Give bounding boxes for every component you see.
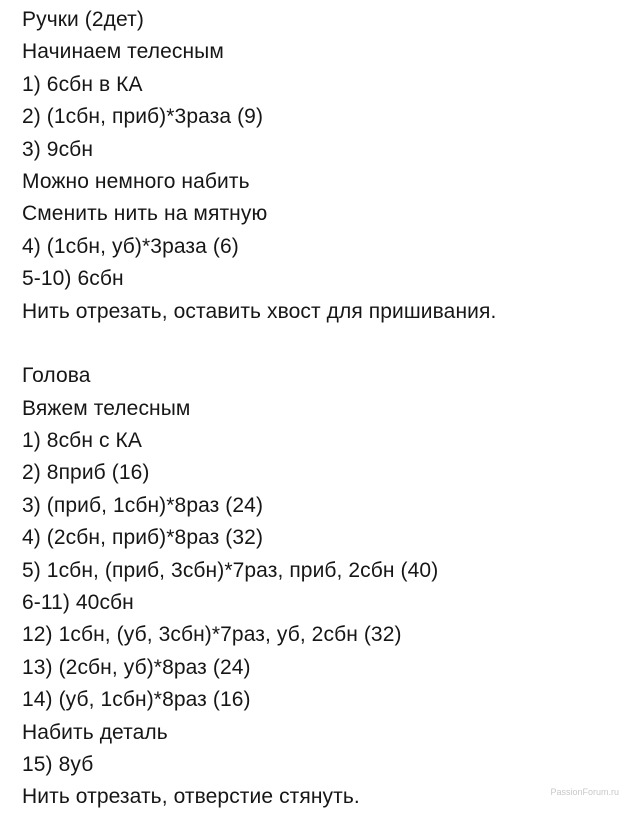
text-line: 5) 1сбн, (приб, 3сбн)*7раз, приб, 2сбн (40) bbox=[22, 558, 439, 582]
watermark: PassionForum.ru bbox=[550, 787, 619, 797]
text-line: 1) 6сбн в КА bbox=[22, 72, 143, 96]
text-line: Нить отрезать, оставить хвост для пришивания. bbox=[22, 299, 497, 323]
section-title-handles: Ручки (2дет) bbox=[22, 8, 144, 31]
text-line: Набить деталь bbox=[22, 720, 168, 744]
text-line: 3) 9сбн bbox=[22, 137, 94, 161]
text-line: Нить отрезать, отверстие стянуть. bbox=[22, 785, 360, 809]
text-line: 1) 8сбн с КА bbox=[22, 429, 142, 453]
text-line: 2) (1сбн, приб)*3раза (9) bbox=[22, 105, 264, 129]
section-title-head: Голова bbox=[22, 364, 91, 388]
blank-line bbox=[22, 328, 612, 360]
text-line: 6-11) 40сбн bbox=[22, 591, 134, 615]
text-line: Начинаем телесным bbox=[22, 40, 224, 64]
text-line: Сменить нить на мятную bbox=[22, 202, 268, 226]
text-line: 3) (приб, 1сбн)*8раз (24) bbox=[22, 493, 264, 517]
text-line: Можно немного набить bbox=[22, 169, 250, 193]
text-line: 2) 8приб (16) bbox=[22, 461, 150, 485]
text-line: Вяжем телесным bbox=[22, 396, 191, 420]
text-line: 14) (уб, 1сбн)*8раз (16) bbox=[22, 688, 251, 712]
text-line: 4) (2сбн, приб)*8раз (32) bbox=[22, 526, 264, 550]
text-line: 5-10) 6сбн bbox=[22, 267, 124, 291]
pattern-text bbox=[22, 4, 612, 814]
text-line: 13) (2сбн, уб)*8раз (24) bbox=[22, 655, 251, 679]
text-line: 4) (1сбн, уб)*3раза (6) bbox=[22, 234, 239, 258]
text-line: 12) 1сбн, (уб, 3сбн)*7раз, уб, 2сбн (32) bbox=[22, 623, 402, 647]
text-line: 15) 8уб bbox=[22, 752, 94, 776]
